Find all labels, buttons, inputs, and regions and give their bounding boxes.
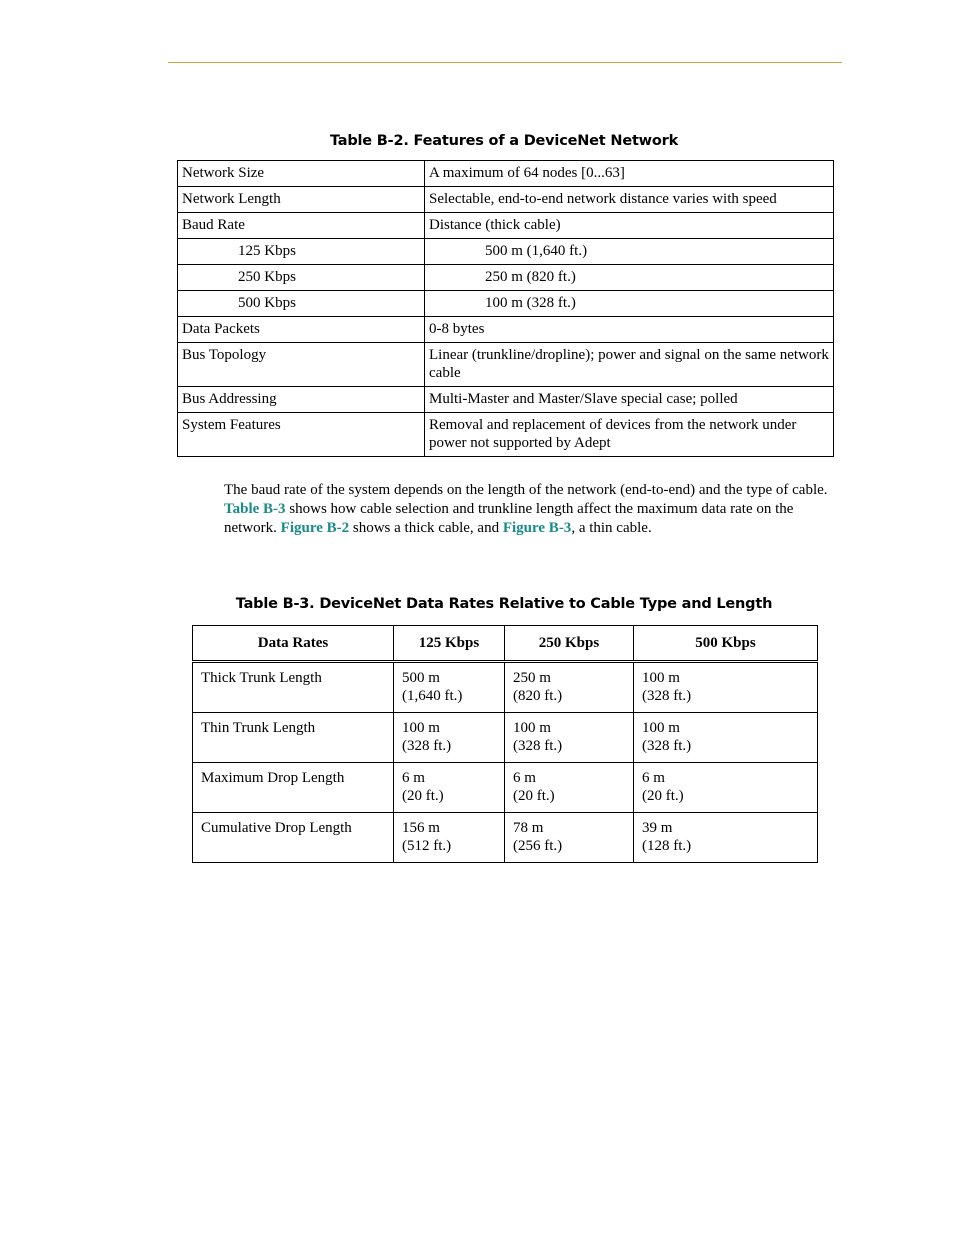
imperial-length: (20 ft.)	[402, 788, 444, 804]
table-row	[178, 213, 834, 239]
imperial-length: (820 ft.)	[513, 688, 563, 704]
table-cell	[505, 813, 634, 863]
table-row	[178, 265, 834, 291]
feature-label: 125 Kbps	[178, 239, 425, 265]
table-b2	[177, 160, 834, 457]
imperial-length: (1,640 ft.)	[402, 688, 463, 704]
metric-length: 39 m	[642, 820, 673, 836]
imperial-length: (512 ft.)	[402, 838, 452, 854]
feature-value: Multi-Master and Master/Slave special case; polled	[425, 387, 834, 413]
row-label: Maximum Drop Length	[193, 763, 394, 813]
table-header-row	[193, 626, 818, 662]
table-row	[193, 713, 818, 763]
feature-label: Network Length	[178, 187, 425, 213]
table-row	[178, 161, 834, 187]
column-header: 125 Kbps	[394, 626, 505, 662]
row-label: Cumulative Drop Length	[193, 813, 394, 863]
metric-length: 6 m	[642, 770, 665, 786]
table-row	[178, 343, 834, 387]
imperial-length: (328 ft.)	[402, 738, 452, 754]
metric-length: 250 m	[513, 670, 551, 686]
table-cell	[505, 662, 634, 713]
para-text-4: , a thin cable.	[571, 520, 652, 536]
table-cell	[634, 813, 818, 863]
para-text-1: The baud rate of the system depends on the length of the network (end-to-end) and the type of cable.	[224, 482, 828, 498]
feature-label: System Features	[178, 413, 425, 457]
metric-length: 100 m	[642, 720, 680, 736]
link-figure-b3[interactable]: Figure B-3	[502, 520, 572, 536]
feature-label: Bus Addressing	[178, 387, 425, 413]
feature-label: Baud Rate	[178, 213, 425, 239]
table-row	[193, 813, 818, 863]
column-header: Data Rates	[193, 626, 394, 662]
metric-length: 100 m	[513, 720, 551, 736]
metric-length: 100 m	[642, 670, 680, 686]
metric-length: 156 m	[402, 820, 440, 836]
header-rule	[168, 62, 842, 63]
table-row	[178, 317, 834, 343]
table-row	[178, 387, 834, 413]
table-cell	[634, 713, 818, 763]
table-row	[178, 291, 834, 317]
table-row	[193, 763, 818, 813]
table-b2-caption: Table B-2. Features of a DeviceNet Network	[329, 133, 679, 149]
link-figure-b2[interactable]: Figure B-2	[280, 520, 350, 536]
feature-value: Removal and replacement of devices from the network under power not supported by Adept	[425, 413, 834, 457]
metric-length: 6 m	[513, 770, 536, 786]
link-table-b3[interactable]: Table B-3	[224, 501, 286, 517]
metric-length: 100 m	[402, 720, 440, 736]
feature-value: Selectable, end-to-end network distance varies with speed	[425, 187, 834, 213]
metric-length: 500 m	[402, 670, 440, 686]
imperial-length: (20 ft.)	[642, 788, 684, 804]
feature-value: 500 m (1,640 ft.)	[425, 239, 834, 265]
column-header: 250 Kbps	[505, 626, 634, 662]
column-header: 500 Kbps	[634, 626, 818, 662]
table-cell	[394, 713, 505, 763]
para-text-3: shows a thick cable, and	[349, 520, 503, 536]
para-text-2: shows how cable selection and trunkline length affect the maximum data rate on the network.	[224, 501, 794, 536]
body-paragraph	[224, 481, 844, 538]
feature-value: 0-8 bytes	[425, 317, 834, 343]
row-label: Thin Trunk Length	[193, 713, 394, 763]
table-cell	[634, 763, 818, 813]
table-b3-caption: Table B-3. DeviceNet Data Rates Relative to Cable Type and Length	[235, 596, 773, 612]
table-cell	[394, 813, 505, 863]
feature-value: 100 m (328 ft.)	[425, 291, 834, 317]
feature-value: 250 m (820 ft.)	[425, 265, 834, 291]
table-cell	[634, 662, 818, 713]
table-row	[178, 413, 834, 457]
imperial-length: (256 ft.)	[513, 838, 563, 854]
feature-value: A maximum of 64 nodes [0...63]	[425, 161, 834, 187]
table-b3	[192, 625, 818, 863]
table-row	[178, 239, 834, 265]
table-cell	[394, 662, 505, 713]
metric-length: 78 m	[513, 820, 544, 836]
imperial-length: (128 ft.)	[642, 838, 692, 854]
table-cell	[394, 763, 505, 813]
imperial-length: (20 ft.)	[513, 788, 555, 804]
table-row	[193, 662, 818, 713]
feature-label: Bus Topology	[178, 343, 425, 387]
feature-value: Linear (trunkline/dropline); power and signal on the same network cable	[425, 343, 834, 387]
imperial-length: (328 ft.)	[513, 738, 563, 754]
row-label: Thick Trunk Length	[193, 662, 394, 713]
imperial-length: (328 ft.)	[642, 738, 692, 754]
table-cell	[505, 713, 634, 763]
imperial-length: (328 ft.)	[642, 688, 692, 704]
metric-length: 6 m	[402, 770, 425, 786]
feature-label: 500 Kbps	[178, 291, 425, 317]
feature-label: Network Size	[178, 161, 425, 187]
feature-label: 250 Kbps	[178, 265, 425, 291]
feature-label: Data Packets	[178, 317, 425, 343]
table-cell	[505, 763, 634, 813]
feature-value: Distance (thick cable)	[425, 213, 834, 239]
table-row	[178, 187, 834, 213]
